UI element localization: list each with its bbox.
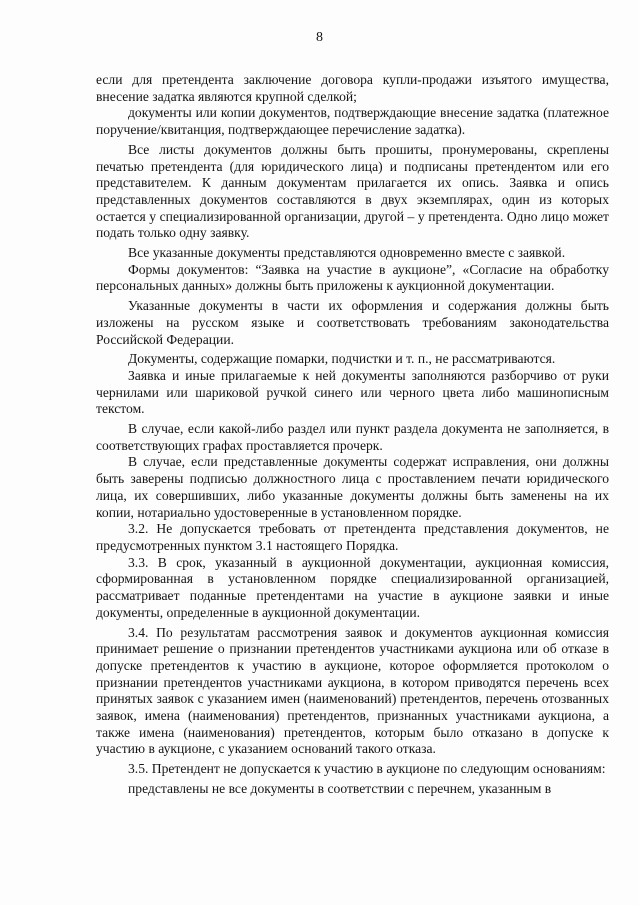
paragraph-dash-for-empty: В случае, если какой-либо раздел или пункт раздела документа не заполняется, в соответствующих графах проставляется прочерк.: [96, 421, 609, 453]
document-body: [96, 72, 609, 798]
paragraph-deposit-major-deal: если для претендента заключение договора купли-продажи изъятого имущества, внесение задатка являются крупной сделкой;: [96, 72, 609, 104]
paragraph-incomplete-documents: представлены не все документы в соответствии с перечнем, указанным в: [128, 780, 552, 796]
paragraph-3-2: 3.2. Не допускается требовать от претендента представления документов, не предусмотренных пунктом 3.1 настоящего Порядка.: [96, 521, 609, 553]
paragraph-erasures-rejected: Документы, содержащие помарки, подчистки и т. п., не рассматриваются.: [128, 351, 556, 367]
paragraph-3-3: 3.3. В срок, указанный в аукционной документации, аукционная комиссия, сформированная в установленном порядке специализированной организацией, рассматривает поданные претендентами на участие в аукционе заявки и иные документы, определенные в аукционной документации.: [96, 554, 609, 620]
page-number: 8: [316, 30, 323, 45]
paragraph-legible-filling: Заявка и иные прилагаемые к ней документы заполняются разборчиво от руки чернилами или шариковой ручкой синего или черного цвета либо машинописным текстом.: [96, 367, 609, 417]
paragraph-corrections: В случае, если представленные документы содержат исправления, они должны быть заверены подписью должностного лица с проставлением печати юридического лица, их совершивших, либо указанные документы должны быть заменены на их копии, нотариально удостоверенные в установленном порядке.: [96, 454, 609, 520]
paragraph-submitted-together: Все указанные документы представляются одновременно вместе с заявкой.: [128, 245, 566, 261]
paragraph-document-forms: Формы документов: “Заявка на участие в аукционе”, «Согласие на обработку персональных данных» должны быть приложены к аукционной документации.: [96, 261, 609, 294]
paragraph-sheets-bound: Все листы документов должны быть прошиты, пронумерованы, скреплены печатью претендента (для юридического лица) и подписаны претендентом или его представителем. К данным документам прилагается их опись. Заявка и опись представленных документов составляются в двух экземплярах, один из которых остается у специализированной организации, другой – у претендента. Одно лицо может подать только одну заявку.: [96, 141, 609, 241]
paragraph-deposit-documents: документы или копии документов, подтверждающие внесение задатка (платежное поручение/квитанция, подтверждающее перечисление задатка).: [96, 105, 609, 138]
paragraph-3-5: 3.5. Претендент не допускается к участию в аукционе по следующим основаниям:: [128, 761, 606, 777]
paragraph-3-4: 3.4. По результатам рассмотрения заявок и документов аукционная комиссия принимает решение о признании претендентов участниками аукциона или об отказе в допуске претендентов к участию в аукционе, которое оформляется протоколом о признании претендентов участниками аукциона, в котором приводятся перечень всех принятых заявок с указанием имен (наименований) претендентов, перечень отозванных заявок, имена (наименования) претендентов, признанных участниками аукциона, а также имена (наименования) претендентов, которым было отказано в допуске к участию в аукционе, с указанием оснований такого отказа.: [96, 624, 609, 757]
paragraph-russian-language: Указанные документы в части их оформления и содержания должны быть изложены на русском языке и соответствовать требованиям законодательства Российской Федерации.: [96, 298, 609, 347]
